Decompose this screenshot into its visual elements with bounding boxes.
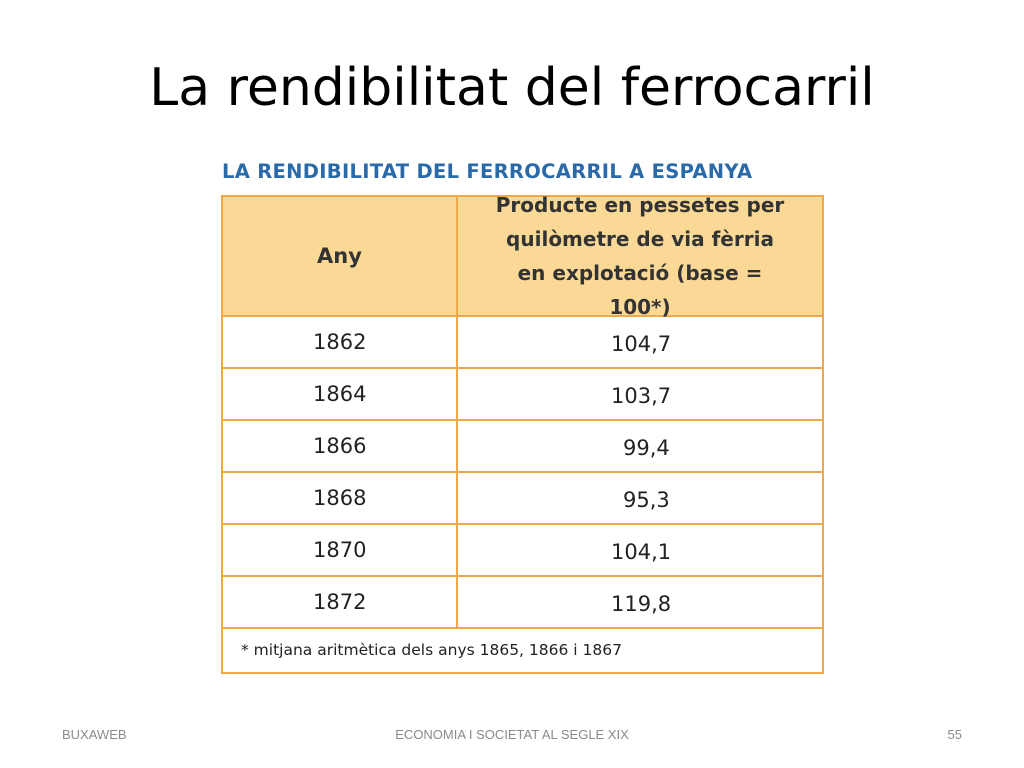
value-cell: 104,7 bbox=[611, 332, 672, 356]
table-row bbox=[223, 473, 822, 525]
column-header-product-text: Producte en pessetes per quilòmetre de via fèrria en explotació (base = 100*) bbox=[495, 193, 785, 319]
slide-title: La rendibilitat del ferrocarril bbox=[149, 58, 875, 118]
footer-source: BUXAWEB bbox=[62, 727, 127, 742]
year-cell: 1866 bbox=[313, 434, 367, 458]
footer-title: ECONOMIA I SOCIETAT AL SEGLE XIX bbox=[395, 727, 629, 742]
page-number: 55 bbox=[947, 727, 962, 742]
table-row bbox=[223, 421, 822, 473]
year-cell: 1862 bbox=[313, 330, 367, 354]
table-row bbox=[223, 369, 822, 421]
table-footnote: * mitjana aritmètica dels anys 1865, 1866 i 1867 bbox=[241, 641, 622, 659]
column-header-year: Any bbox=[317, 244, 362, 268]
value-cell: 99,4 bbox=[623, 436, 670, 460]
value-cell: 104,1 bbox=[611, 540, 672, 564]
value-cell: 103,7 bbox=[611, 384, 672, 408]
value-cell: 119,8 bbox=[611, 592, 672, 616]
table-row bbox=[223, 525, 822, 577]
table-row bbox=[223, 577, 822, 629]
table-row bbox=[223, 317, 822, 369]
value-cell: 95,3 bbox=[623, 488, 670, 512]
year-cell: 1868 bbox=[313, 486, 367, 510]
year-cell: 1864 bbox=[313, 382, 367, 406]
table-heading: LA RENDIBILITAT DEL FERROCARRIL A ESPANYA bbox=[222, 160, 753, 183]
year-cell: 1870 bbox=[313, 538, 367, 562]
table-header-row bbox=[223, 193, 822, 319]
data-table bbox=[221, 195, 824, 674]
year-cell: 1872 bbox=[313, 590, 367, 614]
column-header-product bbox=[458, 193, 822, 319]
